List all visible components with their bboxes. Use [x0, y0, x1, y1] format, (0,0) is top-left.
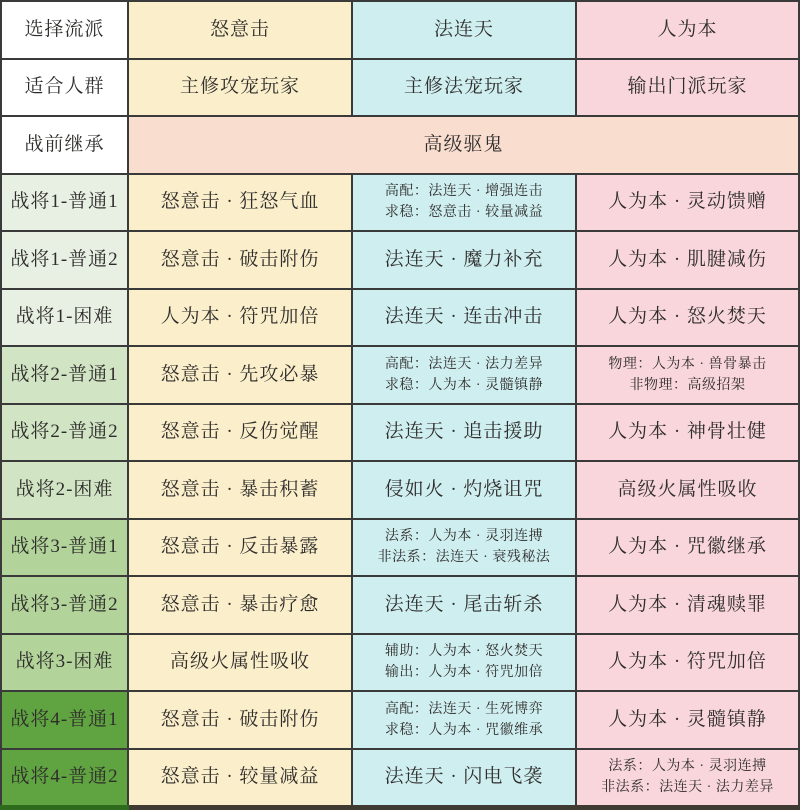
cell-text: 人为本 · 清魂赎罪: [608, 593, 767, 615]
table-cell: [129, 175, 351, 231]
cell-text: 非法系：法连天 · 法力差异: [601, 780, 774, 796]
table-cell: [577, 750, 798, 806]
table-cell: [353, 347, 575, 403]
table-cell: [129, 635, 351, 691]
table-cell: [129, 232, 351, 288]
table-cell: [353, 290, 575, 346]
table-cell: [577, 232, 798, 288]
row-label: 选择流派: [2, 2, 127, 58]
cell-text: 输出：人为本 · 符咒加倍: [384, 665, 544, 681]
cell-text: 输出门派玩家: [627, 76, 748, 98]
table-cell: [353, 2, 575, 58]
row-label: 战将3-普通1: [2, 520, 127, 576]
table-cell: [577, 462, 798, 518]
table-cell: [353, 175, 575, 231]
table-bottom-border: [129, 805, 800, 810]
row-label: 战前继承: [2, 117, 127, 173]
cell-text: 怒意击 · 反击暴露: [160, 536, 320, 558]
table-cell: [129, 347, 351, 403]
cell-text: 高配：法连天 · 法力差异: [384, 356, 544, 372]
table-cell: [353, 232, 575, 288]
table-cell: [577, 347, 798, 403]
row-label: 战将1-普通1: [2, 175, 127, 231]
table-cell: [129, 405, 351, 461]
cell-text: 物理：人为本 · 兽骨暴击: [608, 356, 767, 372]
cell-text: 人为本 · 怒火焚天: [608, 306, 767, 328]
cell-text: 法连天 · 连击冲击: [384, 306, 544, 328]
cell-text: 法连天 · 追击援助: [384, 421, 544, 443]
cell-text: 高级驱鬼: [423, 133, 504, 155]
table-cell: [129, 577, 351, 633]
cell-text: 求稳：人为本 · 灵髓镇静: [384, 377, 544, 393]
cell-text: 怒意击: [209, 18, 270, 40]
cell-text: 主修法宠玩家: [403, 76, 524, 98]
table-cell: [353, 635, 575, 691]
cell-text: 怒意击 · 狂怒气血: [160, 191, 320, 213]
cell-text: 怒意击 · 破击附伤: [160, 708, 320, 730]
cell-text: 法连天 · 魔力补充: [384, 248, 544, 270]
table-cell: [129, 2, 351, 58]
table-cell: [577, 405, 798, 461]
cell-text: 高级火属性吸收: [617, 478, 758, 500]
table-cell: [577, 60, 798, 116]
cell-text: 人为本 · 灵动馈赠: [608, 191, 767, 213]
cell-text: 人为本 · 符咒加倍: [160, 306, 320, 328]
cell-text: 怒意击 · 先攻必暴: [160, 363, 320, 385]
row-label: 战将4-普通1: [2, 692, 127, 748]
cell-text: 人为本 · 符咒加倍: [608, 651, 767, 673]
cell-text: 侵如火 · 灼烧诅咒: [384, 478, 544, 500]
row-label: 战将2-普通2: [2, 405, 127, 461]
cell-text: 怒意击 · 反伤觉醒: [160, 421, 320, 443]
cell-text: 人为本: [657, 18, 718, 40]
table-cell: [353, 692, 575, 748]
table-cell: [353, 405, 575, 461]
cell-text: 怒意击 · 较量减益: [160, 766, 320, 788]
table-cell: [353, 750, 575, 806]
table-cell: [129, 60, 351, 116]
row-label: 战将2-普通1: [2, 347, 127, 403]
cell-text: 人为本 · 咒徽继承: [608, 536, 767, 558]
table-cell: [129, 117, 798, 173]
cell-text: 人为本 · 灵髓镇静: [608, 708, 767, 730]
table-cell: [577, 692, 798, 748]
cell-text: 高配：法连天 · 生死博弈: [384, 701, 544, 717]
cell-text: 法系：人为本 · 灵羽连搏: [608, 759, 767, 775]
cell-text: 怒意击 · 破击附伤: [160, 248, 320, 270]
table-cell: [129, 692, 351, 748]
table-cell: [577, 635, 798, 691]
table-cell: [353, 577, 575, 633]
cell-text: 怒意击 · 暴击疗愈: [160, 593, 320, 615]
row-label: 战将2-困难: [2, 462, 127, 518]
cell-text: 主修攻宠玩家: [179, 76, 300, 98]
table-cell: [353, 520, 575, 576]
table-cell: [577, 577, 798, 633]
row-label: 适合人群: [2, 60, 127, 116]
row-label: 战将4-普通2: [2, 750, 127, 806]
row-label: 战将1-普通2: [2, 232, 127, 288]
cell-text: 辅助：人为本 · 怒火焚天: [384, 644, 544, 660]
cell-text: 高级火属性吸收: [169, 651, 310, 673]
table-cell: [577, 175, 798, 231]
cell-text: 人为本 · 神骨壮健: [608, 421, 767, 443]
table-cell: [577, 290, 798, 346]
cutoff-row-label-fragment: [0, 805, 129, 810]
table-cell: [129, 290, 351, 346]
cell-text: 法系：人为本 · 灵羽连搏: [384, 529, 544, 545]
table-cell: [129, 750, 351, 806]
cell-text: 法连天 · 尾击斩杀: [384, 593, 544, 615]
cutoff-next-row-strip: [0, 805, 800, 810]
row-label: 战将3-困难: [2, 635, 127, 691]
cell-text: 怒意击 · 暴击积蓄: [160, 478, 320, 500]
table-cell: [129, 462, 351, 518]
cell-text: 法连天 · 闪电飞袭: [384, 766, 544, 788]
row-label: 战将1-困难: [2, 290, 127, 346]
cell-text: 人为本 · 肌腱减伤: [608, 248, 767, 270]
cell-text: 非物理：高级招架: [629, 377, 746, 393]
cell-text: 非法系：法连天 · 衰残秘法: [377, 550, 551, 566]
cell-text: 求稳：人为本 · 咒徽维承: [384, 722, 544, 738]
row-label: 战将3-普通2: [2, 577, 127, 633]
table-cell: [129, 520, 351, 576]
table-cell: [577, 2, 798, 58]
cell-text: 求稳：怒意击 · 较量减益: [384, 205, 544, 221]
table-cell: [353, 60, 575, 116]
cell-text: 高配：法连天 · 增强连击: [384, 184, 544, 200]
cell-text: 法连天: [433, 18, 494, 40]
table-cell: [577, 520, 798, 576]
table-cell: [353, 462, 575, 518]
